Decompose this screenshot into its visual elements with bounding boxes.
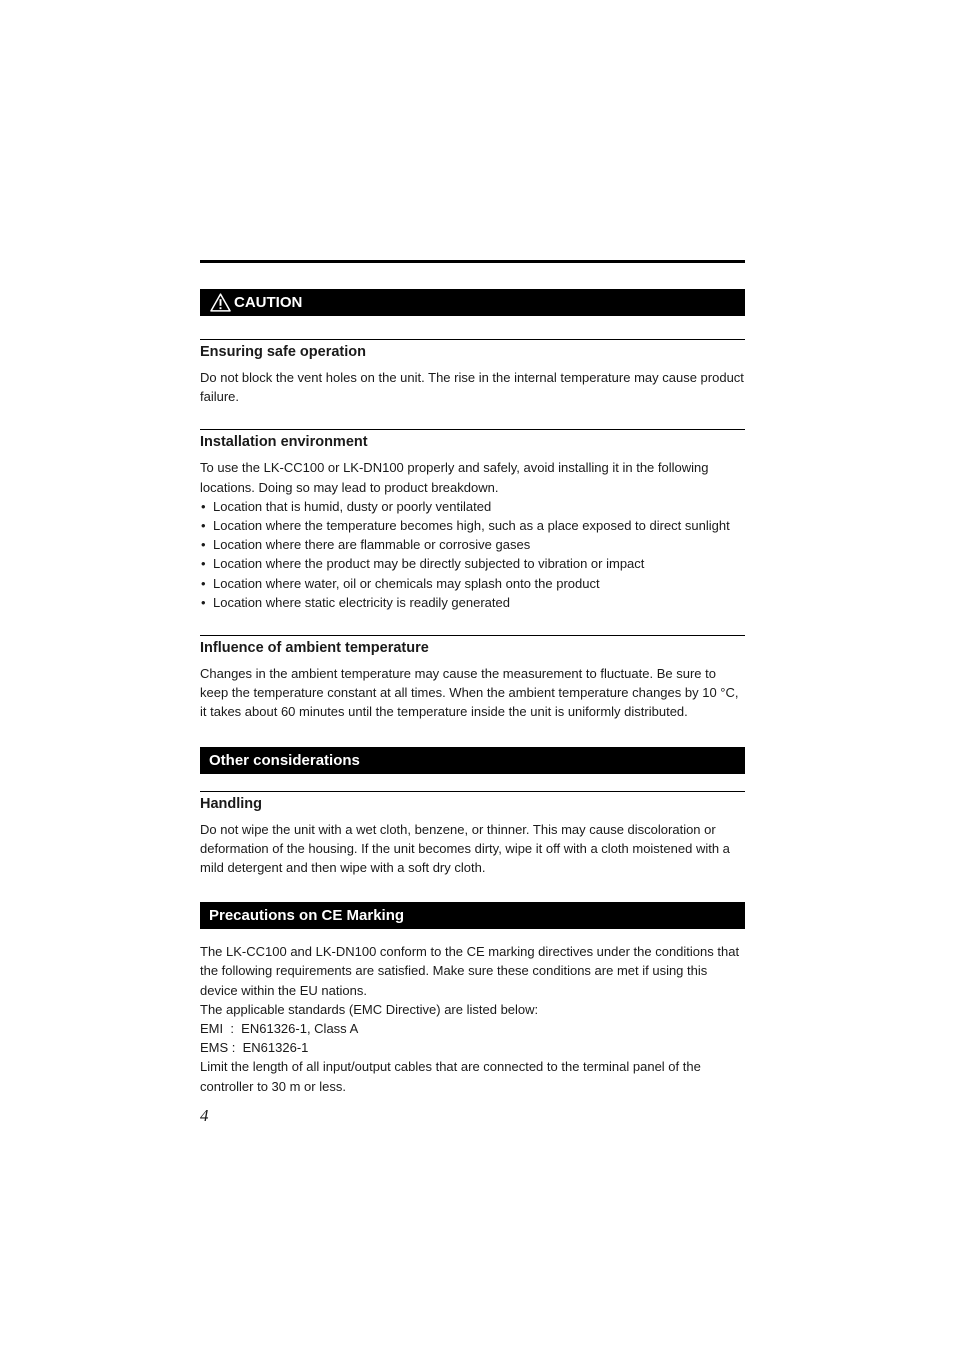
section-title: Handling [200,795,263,812]
other-considerations-banner [200,747,745,774]
ce-marking-banner [200,902,745,929]
warning-triangle-icon [210,293,231,312]
section-handling [200,791,745,878]
section-title: Ensuring safe operation [200,344,366,360]
list-item: • Location where static electricity is readily generated [200,593,745,612]
section-intro: To use the LK-CC100 or LK-DN100 properly and safely, avoid installing it in the following locations. Doing so may lead to product breakdown. [200,460,709,495]
caution-label: CAUTION [234,294,303,311]
list-item: • Location where water, oil or chemicals may splash onto the product [200,574,745,593]
list-item: • Location that is humid, dusty or poorly ventilated [200,497,745,516]
section-safe-operation [200,339,745,406]
section-title: Influence of ambient temperature [200,640,429,657]
list-item: • Location where the product may be directly subjected to vibration or impact [200,554,745,573]
top-rule [200,260,745,263]
section-body: Do not block the vent holes on the unit. The rise in the internal temperature may cause product failure. [200,370,744,405]
ce-line: The applicable standards (EMC Directive) are listed below: [200,1001,539,1017]
banner-label: Other considerations [209,751,360,769]
banner-label: Precautions on CE Marking [209,907,405,925]
section-body: Do not wipe the unit with a wet cloth, benzene, or thinner. This may cause discoloration or deformation of the housing. If the unit becomes dirty, wipe it off with a cloth moistened with a mild detergent and then wipe with a soft dry cloth. [200,821,730,876]
location-list [200,497,745,612]
ce-line: EMS : EN61326-1 [200,1040,309,1056]
section-title: Installation environment [200,434,368,451]
document-page [200,260,745,1096]
ce-line: EMI : EN61326-1, Class A [200,1021,359,1037]
section-installation [200,429,745,612]
section-ambient-temperature [200,635,745,722]
ce-line: Limit the length of all input/output cables that are connected to the terminal panel of the controller to 30 m or less. [200,1059,701,1094]
list-item: • Location where there are flammable or corrosive gases [200,535,745,554]
caution-banner [200,289,745,316]
ce-line: The LK-CC100 and LK-DN100 conform to the CE marking directives under the conditions that the following requirements are satisfied. Make sure these conditions are met if using this device within the EU nations. [200,944,740,998]
list-item: • Location where the temperature becomes high, such as a place exposed to direct sunlight [200,516,745,535]
ce-marking-body [200,942,745,1096]
section-body: Changes in the ambient temperature may cause the measurement to fluctuate. Be sure to keep the temperature constant at all times. When the ambient temperature changes by 10 °C, it takes about 60 minutes until the temperature inside the unit is uniformly distributed. [200,666,739,720]
page-number: 4 [200,1106,209,1125]
